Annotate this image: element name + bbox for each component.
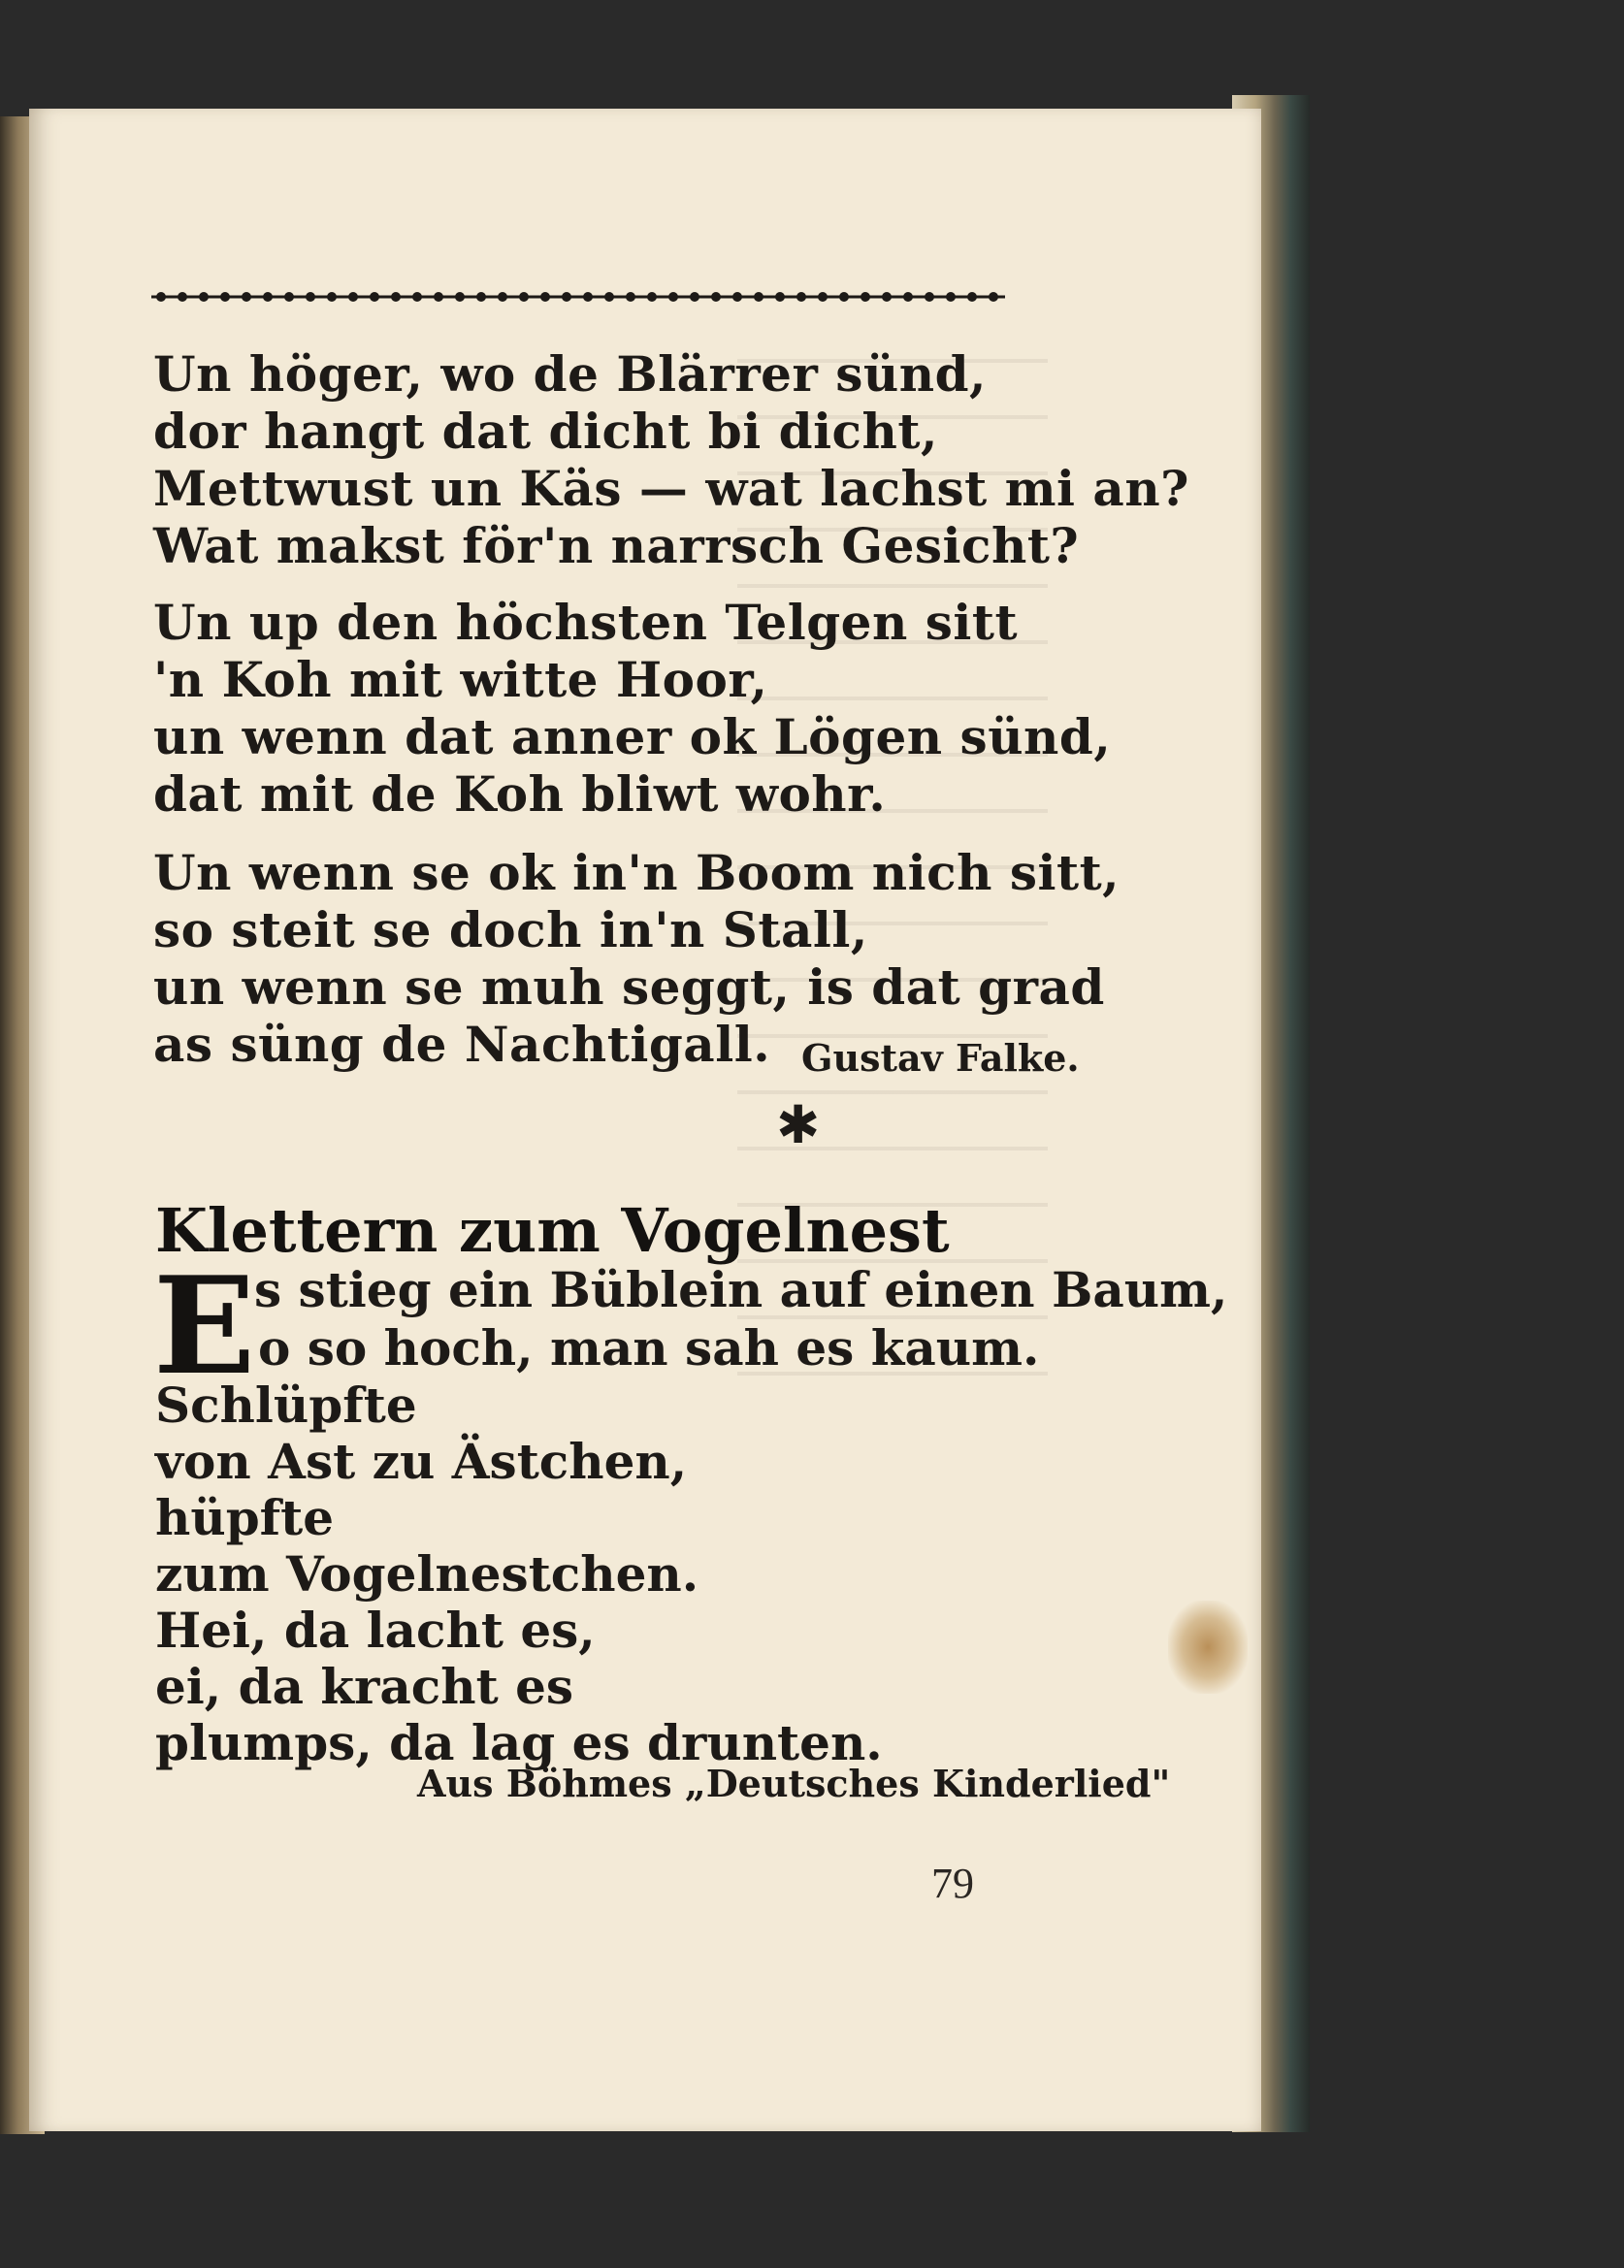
verse-line: dat mit de Koh bliwt wohr. [153,765,887,823]
verse-line: Hei, da lacht es, [155,1602,596,1659]
paper-stain [1168,1601,1248,1694]
ornament-icon [151,287,1005,307]
verse-line: Schlüpfte [155,1377,417,1434]
verse-line: hüpfte [155,1489,335,1546]
stanza-2 [153,594,1111,823]
verse-line: 'n Koh mit witte Hoor, [153,651,768,708]
page-number: 79 [931,1860,974,1907]
poem-author: Gustav Falke. [801,1036,1080,1080]
verse-line: un wenn se muh seggt, is dat grad [153,958,1105,1016]
verse-line: dor hangt dat dicht bi dicht, [153,403,938,460]
verse-line: ei, da kracht es [155,1658,574,1715]
verse-line: as süng de Nachtigall. [153,1016,771,1073]
verse-line: s stieg ein Büblein auf einen Baum, [254,1261,1228,1318]
poem-source: Aus Böhmes „Deutsches Kinderlied" [417,1762,1171,1805]
verse-line: Un höger, wo de Blärrer sünd, [153,345,987,403]
verse-line: so steit se doch in'n Stall, [153,901,868,958]
verse-line: Wat makst för'n narrsch Gesicht? [153,517,1080,574]
verse-line: o so hoch, man sah es kaum. [258,1319,1040,1377]
opening-lines [254,1261,1227,1377]
verse-line: Un wenn se ok in'n Boom nich sitt, [153,844,1121,901]
separator-asterisk: ✱ [776,1094,821,1155]
ornamental-rule [151,287,1005,307]
verse-line: Mettwust un Käs — wat lachst mi an? [153,460,1189,517]
verse-line: von Ast zu Ästchen, [155,1433,688,1490]
verse-line: un wenn dat anner ok Lögen sünd, [153,708,1112,765]
stanza-1 [153,345,1189,574]
verse-line: plumps, da lag es drunten. [155,1714,883,1771]
verse-line: zum Vogelnestchen. [155,1545,699,1603]
poem-title: Klettern zum Vogelnest [155,1195,950,1266]
verse-line: Un up den höchsten Telgen sitt [153,594,1019,651]
verse-block [155,1377,883,1771]
drop-cap: E [153,1247,256,1405]
